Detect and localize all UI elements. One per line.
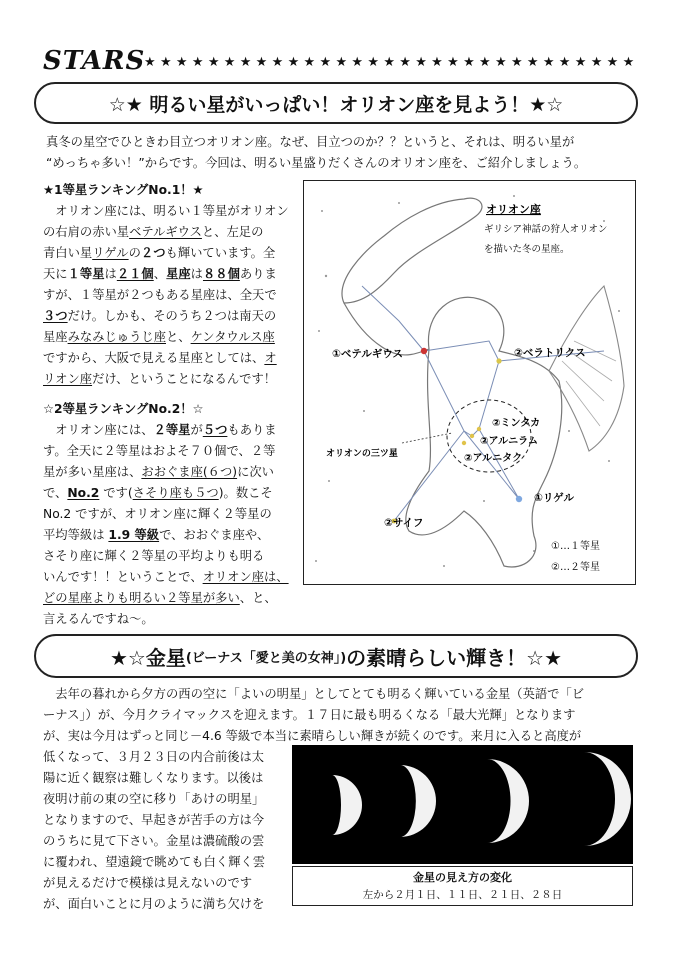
text-line (43, 588, 289, 609)
venus-line: が、面白いことに月のように満ち欠けを (43, 897, 265, 911)
betelgeuse-star (421, 348, 427, 354)
text-line (43, 327, 289, 348)
rank1-body (43, 201, 289, 390)
text-segment: だけ、ということになるんです！ (92, 372, 277, 386)
text-line (43, 420, 289, 441)
text-segment: で、 (43, 486, 68, 500)
text-line (43, 504, 289, 525)
label-saiph: ②サイフ (384, 517, 424, 529)
rank2-body (43, 420, 289, 630)
venus-body (43, 747, 265, 915)
text-segment: オリオン座には、明るい１等星がオリオン (43, 204, 289, 218)
text-segment: すが、１等星が２つもある星座は、全天で (43, 288, 277, 302)
text-segment: ５つ (202, 423, 228, 437)
stars-logo: STARS (43, 46, 146, 76)
text-segment: ベテルギウス (129, 225, 202, 239)
rank2-heading: ☆2等星ランキングNo.2！☆ (43, 402, 204, 416)
venus-banner-tail: の素晴らしい輝き！☆★ (346, 645, 563, 670)
venus-line: のうちに見て下さい。金星は濃硫酸の雲 (43, 834, 265, 848)
text-segment: 言えるんですね～。 (43, 612, 154, 626)
text-segment: 1.9 等級 (108, 528, 160, 542)
orion-figure (303, 180, 636, 585)
background-stars (315, 195, 620, 567)
text-segment: さそり座に輝く２等星の平均よりも明る (43, 549, 265, 563)
text-segment: １等星 (67, 267, 105, 281)
text-segment: みなみじゅうじ座 (67, 330, 166, 344)
text-segment: 星座 (166, 267, 191, 281)
venus-line: ーナス」）が、今月クライマックスを迎えます。１７日に最も明るくなる「最大光輝」となります (43, 708, 576, 722)
text-segment: 星が多い星座は、 (43, 465, 142, 479)
text-line (43, 441, 289, 462)
text-segment: 平均等級は (43, 528, 109, 542)
text-segment: おおぐま座(６つ) (141, 465, 238, 479)
text-segment: )。数こそ (218, 486, 273, 500)
text-segment: ２等星 (153, 423, 191, 437)
text-line (43, 567, 289, 588)
orion-intro (46, 132, 586, 174)
venus-line: 夜明け前の東の空に移り「あけの明星」 (43, 792, 265, 806)
text-segment: で、おおぐま座や、 (159, 528, 270, 542)
label-belt: オリオンの三ツ星 (326, 449, 398, 459)
venus-banner-aside: (ビーナス「愛と美の女神」) (185, 650, 347, 666)
label-rigel: ①リゲル (534, 492, 574, 504)
constellation-lines (362, 286, 604, 521)
text-segment: です( (99, 486, 133, 500)
label-alnilam: ②アルニラム (480, 436, 538, 447)
text-segment: も輝いています。全 (165, 246, 276, 260)
text-segment: ケンタウルス座 (190, 330, 275, 344)
text-line (43, 306, 289, 327)
text-segment: どの星座よりも明るい２等星が多い (43, 591, 240, 605)
label-alnitak: ②アルニタク (464, 453, 523, 464)
venus-section-banner (34, 634, 638, 678)
legend-first-magnitude: ①…１等星 (551, 541, 600, 552)
venus-line: 陽に近く観察は難しくなります。以後は (43, 771, 264, 785)
orion-section-banner (34, 82, 638, 124)
text-segment: の (128, 246, 141, 260)
venus-line: 去年の暮れから夕方の西の空に「よいの明星」としてとても明るく輝いている金星（英語で「ビ (43, 687, 585, 701)
venus-banner-lead: ★☆金星 (109, 645, 186, 670)
text-line (43, 285, 289, 306)
text-segment: 、と、 (239, 591, 277, 605)
text-segment: に次い (237, 465, 274, 479)
rank1-block (43, 180, 289, 390)
text-line (43, 483, 289, 504)
text-segment: もありま (227, 423, 277, 437)
text-line (43, 264, 289, 285)
text-line (43, 243, 289, 264)
text-segment: ありま (239, 267, 277, 281)
text-segment: 、 (153, 267, 167, 281)
text-segment: す。全天に２等星はおよそ７０個で、２等 (43, 444, 276, 458)
text-segment: No.2 (67, 486, 100, 500)
caption-dates: 左から２月１日、１１日、２１日、２８日 (362, 889, 563, 901)
label-bellatrix: ②ベラトリクス (514, 347, 586, 359)
text-line (43, 609, 289, 630)
alnilam-star (470, 434, 474, 438)
intro-line: 真冬の星空でひときわ目立つオリオン座。なぜ、目立つのか？？というと、それは、明るい星が (46, 135, 575, 149)
venus-phase-crescent (584, 752, 631, 846)
alnitak-star (462, 441, 466, 445)
rank2-block (43, 399, 289, 630)
star-divider: ★★★★★★★★★★★★★★★★★★★★★★★★★★★★★★★ (144, 55, 639, 70)
venus-phase-crescent (400, 765, 436, 837)
text-segment: No.2 ですが、オリオン座に輝く２等星の (43, 507, 272, 521)
figure-subtitle-line: ギリシア神話の狩人オリオン (484, 224, 608, 235)
text-line (43, 462, 289, 483)
intro-line: “めっちゃ多い！”からです。今回は、明るい星盛りだくさんのオリオン座を、ご紹介しましょう。 (46, 156, 587, 170)
text-segment: いんです！！ということで、 (43, 570, 203, 584)
venus-line: が見えるだけで模様は見えないのです (43, 876, 253, 890)
venus-line: となりますので、早起きが苦手の方は今 (43, 813, 265, 827)
venus-phases-caption (292, 866, 633, 906)
text-segment: と、左足の (201, 225, 264, 239)
rank1-heading: ★1等星ランキングNo.1！★ (43, 183, 204, 197)
text-segment: リオン座 (43, 372, 93, 386)
venus-phase-crescent (487, 759, 529, 843)
orion-banner-title: ☆★ 明るい星がいっぱい！オリオン座を見よう！★☆ (108, 93, 564, 116)
text-segment: オリオン座には、 (43, 423, 154, 437)
caption-title: 金星の見え方の変化 (413, 871, 512, 884)
venus-line: が、実は今月はずっと同じ－4.6 等級で本当に素晴らしい輝きが続くのです。来月に入ると高度が (43, 729, 582, 743)
text-line (43, 201, 289, 222)
text-line (43, 222, 289, 243)
text-line (43, 525, 289, 546)
orion-illustration (304, 181, 635, 584)
text-segment: だけ。しかも、そのうち２つは南天の (67, 309, 277, 323)
rigel-star (516, 496, 522, 502)
venus-phases-svg (292, 745, 633, 864)
venus-intro (43, 684, 584, 747)
venus-phases-image (292, 745, 633, 864)
text-segment: の右肩の赤い星 (43, 225, 130, 239)
text-segment: と、 (166, 330, 191, 344)
venus-phase-crescent (332, 775, 362, 835)
figure-subtitle-line: を描いた冬の星座。 (484, 244, 570, 255)
label-mintaka: ②ミンタカ (492, 418, 541, 429)
text-segment: オ (264, 351, 277, 365)
text-segment: ２つ (140, 246, 166, 260)
venus-line: に覆われ、望遠鏡で眺めても白く輝く雲 (43, 855, 266, 869)
text-segment: 星座 (43, 330, 68, 344)
legend-second-magnitude: ②…２等星 (551, 562, 600, 573)
text-segment: ですから、大阪で見える星座としては、 (43, 351, 265, 365)
text-line (43, 369, 289, 390)
text-segment: 青白い星 (43, 246, 93, 260)
text-segment: ３つ (43, 309, 68, 323)
bellatrix-star (496, 358, 501, 363)
text-segment: は (190, 267, 203, 281)
text-segment: リゲル (92, 246, 129, 260)
text-segment: ２１個 (116, 267, 154, 281)
text-line (43, 348, 289, 369)
label-betelgeuse: ①ベテルギウス (332, 348, 404, 360)
text-segment: が (190, 423, 203, 437)
text-segment: 天に (43, 267, 68, 281)
text-segment: は (104, 267, 117, 281)
mintaka-star (477, 427, 481, 431)
figure-title: オリオン座 (486, 203, 541, 216)
orion-body-outline (406, 297, 562, 567)
venus-line: 低くなって、３月２３日の内合前後は太 (43, 750, 265, 764)
text-line (43, 546, 289, 567)
text-segment: オリオン座は、 (202, 570, 289, 584)
text-segment: ８８個 (202, 267, 240, 281)
text-segment: さそり座も５つ (132, 486, 219, 500)
